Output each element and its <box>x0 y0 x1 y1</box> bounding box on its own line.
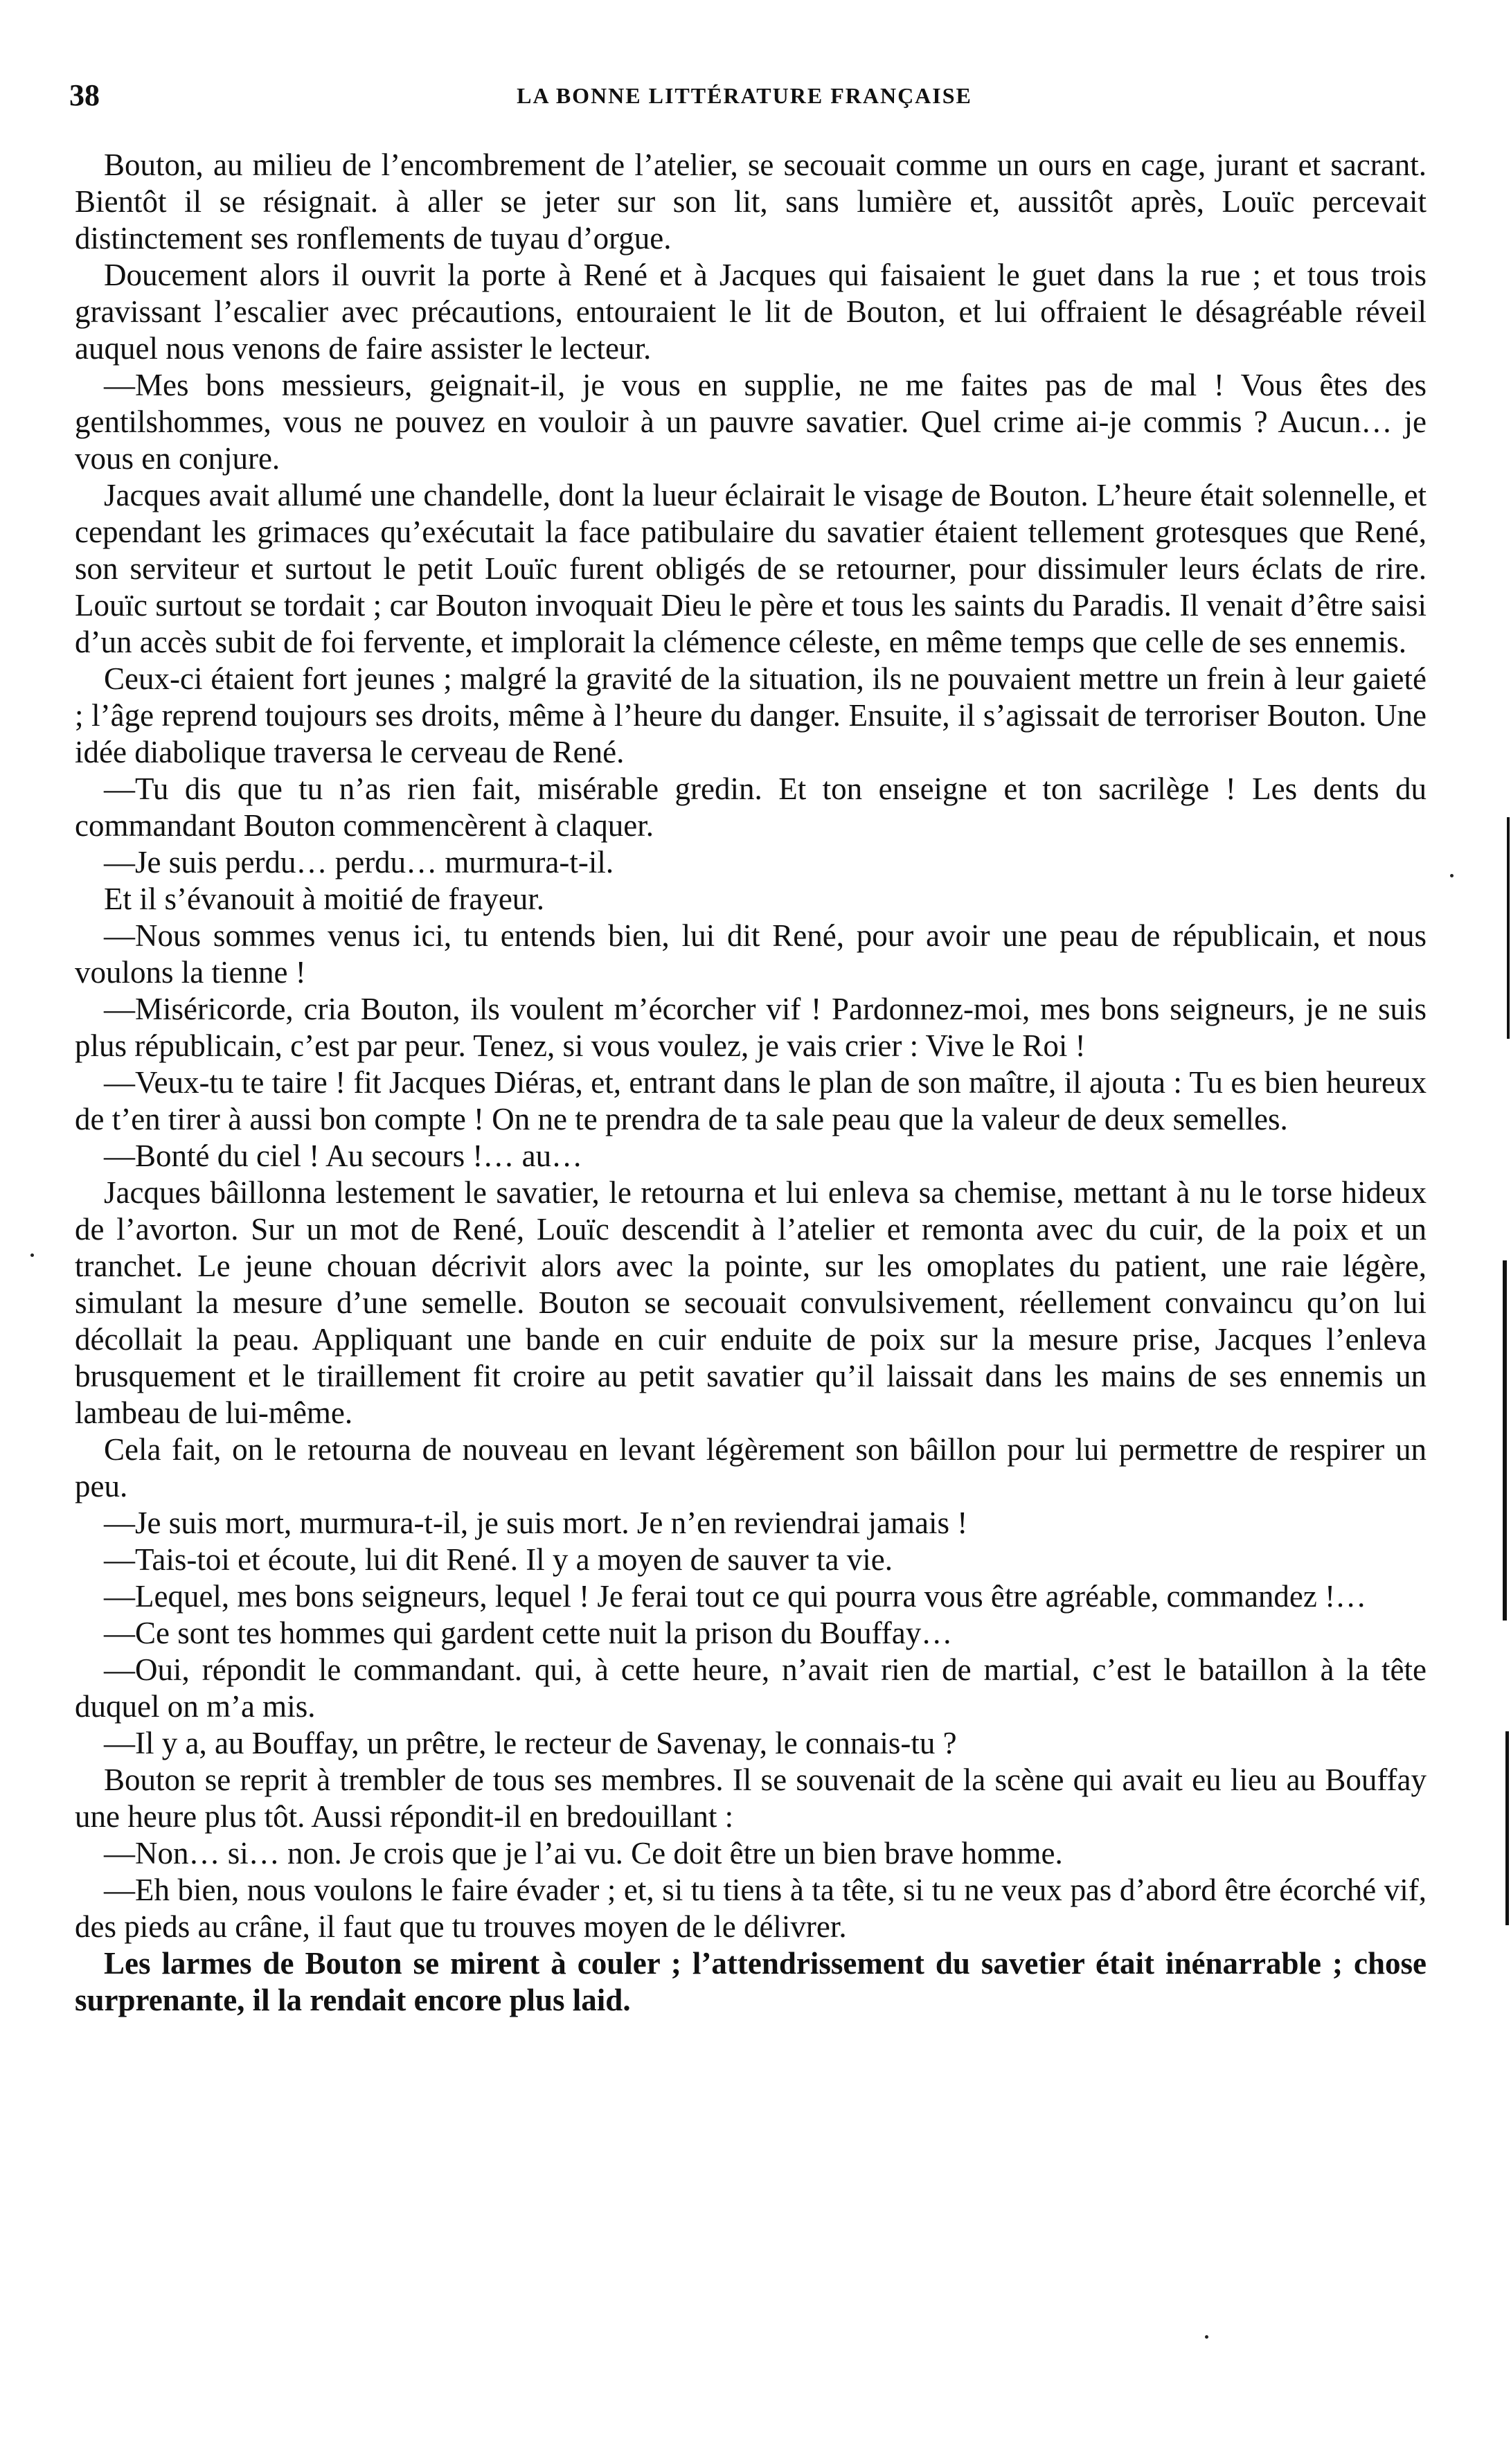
paragraph: —Veux-tu te taire ! fit Jacques Diéras, et, entrant dans le plan de son maître, il ajouta : Tu es bien heureux de t’en tirer à aussi bon compte ! On ne te prendra de ta sale peau que la valeur de deux semelles. <box>75 1065 1427 1136</box>
paragraph: Bouton se reprit à trembler de tous ses membres. Il se souvenait de la scène qui avait eu lieu au Bouffay une heure plus tôt. Aussi répondit-il en bredouillant : <box>75 1762 1427 1834</box>
paragraph: —Mes bons messieurs, geignait-il, je vous en supplie, ne me faites pas de mal ! Vous êtes des gentilshommes, vous ne pouvez en vouloir à un pauvre savatier. Quel crime ai-je commis ? Aucun… je vous en conjure. <box>75 368 1427 476</box>
paragraph: —Lequel, mes bons seigneurs, lequel ! Je ferai tout ce qui pourra vous être agréable, commandez !… <box>104 1579 1367 1614</box>
paragraph: —Bonté du ciel ! Au secours !… au… <box>104 1139 583 1173</box>
paragraph: —Oui, répondit le commandant. qui, à cette heure, n’avait rien de martial, c’est le bataillon à la tête duquel on m’a mis. <box>75 1652 1427 1724</box>
paragraph: —Nous sommes venus ici, tu entends bien, lui dit René, pour avoir une peau de républicain, et nous voulons la tienne ! <box>75 918 1427 990</box>
paragraph: —Il y a, au Bouffay, un prêtre, le recteur de Savenay, le connais-tu ? <box>104 1726 957 1760</box>
paragraph: Jacques avait allumé une chandelle, dont la lueur éclairait le visage de Bouton. L’heure était solennelle, et cependant les grimaces qu’exécutait la face patibulaire du savatier étaient tellement grotesques que René, son serviteur et surtout le petit Louïc furent obligés de se retourner, pour dissimuler leurs éclats de rire. Louïc surtout se tordait ; car Bouton invoquait Dieu le père et tous les saints du Paradis. Il venait d’être saisi d’un accès subit de foi fervente, et implorait la clémence céleste, en même temps que celle de ses ennemis. <box>75 478 1427 659</box>
scan-gutter-mark <box>1507 817 1510 1039</box>
paragraph: —Ce sont tes hommes qui gardent cette nuit la prison du Bouffay… <box>104 1616 953 1650</box>
paragraph: —Eh bien, nous voulons le faire évader ; et, si tu tiens à ta tête, si tu ne veux pas d’abord être écorché vif, des pieds au crâne, il faut que tu trouves moyen de le délivrer. <box>75 1873 1427 1944</box>
paragraph: Ceux-ci étaient fort jeunes ; malgré la gravité de la situation, ils ne pouvaient mettre un frein à leur gaieté ; l’âge reprend toujours ses droits, même à l’heure du danger. Ensuite, il s’agissait de terroriser Bouton. Une idée diabolique traversa le cerveau de René. <box>75 661 1427 769</box>
scan-speck <box>1205 2335 1208 2339</box>
paragraph: —Je suis mort, murmura-t-il, je suis mort. Je n’en reviendrai jamais ! <box>104 1506 968 1540</box>
paragraph: Cela fait, on le retourna de nouveau en levant légèrement son bâillon pour lui permettre de respirer un peu. <box>75 1432 1427 1503</box>
paragraph: —Non… si… non. Je crois que je l’ai vu. Ce doit être un bien brave homme. <box>104 1836 1063 1871</box>
paragraph: —Je suis perdu… perdu… murmura-t-il. <box>104 845 614 880</box>
paragraph: Et il s’évanouit à moitié de frayeur. <box>104 882 545 916</box>
paragraph: —Tais-toi et écoute, lui dit René. Il y a moyen de sauver ta vie. <box>104 1542 893 1577</box>
paragraph: Les larmes de Bouton se mirent à couler ; l’attendrissement du savetier était inénarrable ; chose surprenante, il la rendait encore plus laid. <box>75 1946 1427 2017</box>
paragraph: Jacques bâillonna lestement le savatier, le retourna et lui enleva sa chemise, mettant à nu le torse hideux de l’avorton. Sur un mot de René, Louïc descendit à l’atelier et remonta avec du cuir, de la poix et un tranchet. Le jeune chouan décrivit alors avec la pointe, sur les omoplates du patient, une raie légère, simulant la mesure d’une semelle. Bouton se secouait convulsivement, réellement convaincu qu’on lui décollait la peau. Appliquant une bande en cuir enduite de poix sur la mesure prise, Jacques l’enleva brusquement et le tiraillement fit croire au petit savatier qu’il laissait dans les mains de ses ennemis un lambeau de lui-même. <box>75 1175 1427 1430</box>
paragraph: Doucement alors il ouvrit la porte à René et à Jacques qui faisaient le guet dans la rue ; et tous trois gravissant l’escalier avec précautions, entouraient le lit de Bouton, et lui offraient le désagréable réveil auquel nous venons de faire assister le lecteur. <box>75 258 1427 366</box>
page-number: 38 <box>69 78 100 112</box>
body-text <box>75 147 1427 2019</box>
paragraph: Bouton, au milieu de l’encombrement de l’atelier, se secouait comme un ours en cage, jurant et sacrant. Bientôt il se résignait. à aller se jeter sur son lit, sans lumière et, aussitôt après, Louïc percevait distinctement ses ronflements de tuyau d’orgue. <box>75 148 1427 256</box>
paragraph: —Tu dis que tu n’as rien fait, misérable gredin. Et ton enseigne et ton sacrilège ! Les dents du commandant Bouton commencèrent à claquer. <box>75 771 1427 843</box>
scan-gutter-mark <box>1505 1731 1509 1925</box>
scan-speck <box>1450 874 1454 877</box>
page-header <box>69 78 1420 119</box>
scan-gutter-mark <box>1503 1260 1507 1621</box>
paragraph: —Miséricorde, cria Bouton, ils voulent m’écorcher vif ! Pardonnez-moi, mes bons seigneurs, je ne suis plus républicain, c’est par peur. Tenez, si vous voulez, je vais crier : Vive le Roi ! <box>75 992 1427 1063</box>
running-title: LA BONNE LITTÉRATURE FRANÇAISE <box>517 83 972 108</box>
scan-speck <box>30 1253 34 1257</box>
